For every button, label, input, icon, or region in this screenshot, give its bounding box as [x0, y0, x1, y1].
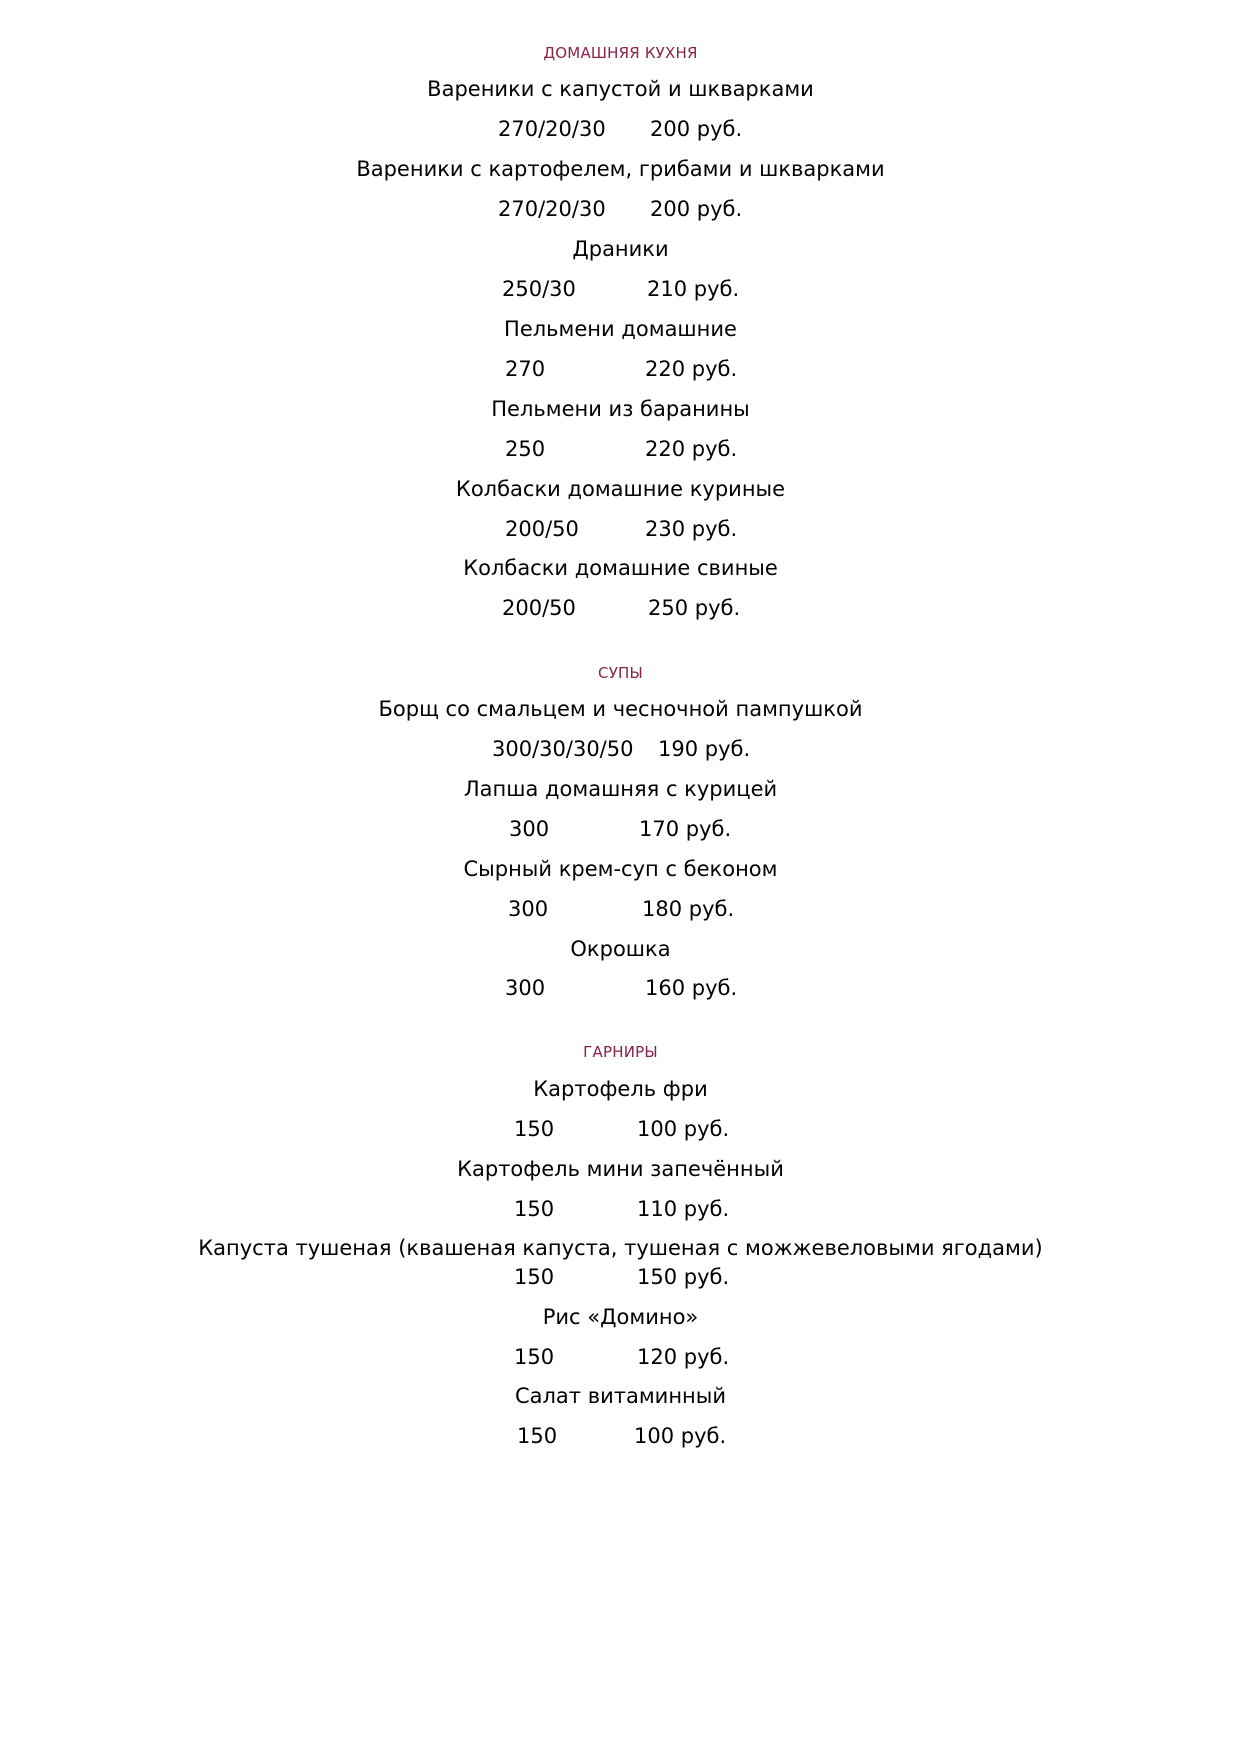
dish-weight: 150 [514, 1117, 555, 1141]
dish-name: Картофель фри [533, 1077, 708, 1101]
dish-weight: 300 [505, 976, 546, 1000]
dish-name: Вареники с капустой и шкварками [427, 77, 814, 101]
dish-weight: 200/50 [505, 517, 579, 541]
dish-price: 110 руб. [637, 1197, 730, 1221]
dish-price: 190 руб. [658, 737, 751, 761]
dish-price: 180 руб. [642, 897, 735, 921]
dish-weight: 270 [505, 357, 546, 381]
dish-price: 160 руб. [645, 976, 738, 1000]
section-heading-home-cuisine: ДОМАШНЯЯ КУХНЯ [543, 44, 698, 62]
dish-name: Лапша домашняя с курицей [463, 777, 778, 801]
dish-name: Колбаски домашние куриные [455, 477, 786, 501]
section-heading-soups: СУПЫ [598, 664, 643, 682]
dish-weight: 270/20/30 [498, 197, 606, 221]
dish-price: 220 руб. [645, 437, 738, 461]
dish-price: 100 руб. [637, 1117, 730, 1141]
dish-price: 150 руб. [637, 1265, 730, 1289]
dish-price: 100 руб. [634, 1424, 727, 1448]
section-heading-side-dishes: ГАРНИРЫ [583, 1043, 658, 1061]
dish-weight: 150 [514, 1197, 555, 1221]
dish-name: Борщ со смальцем и чесночной пампушкой [378, 697, 863, 721]
dish-name: Салат витаминный [514, 1384, 727, 1408]
dish-name: Драники [572, 237, 669, 261]
dish-weight: 200/50 [502, 596, 576, 620]
dish-price: 250 руб. [648, 596, 741, 620]
dish-weight: 250/30 [502, 277, 576, 301]
dish-price: 210 руб. [647, 277, 740, 301]
dish-price: 170 руб. [639, 817, 732, 841]
dish-price: 200 руб. [650, 197, 743, 221]
dish-price: 120 руб. [637, 1345, 730, 1369]
dish-weight: 270/20/30 [498, 117, 606, 141]
dish-name: Сырный крем-суп с беконом [463, 857, 778, 881]
dish-weight: 250 [505, 437, 546, 461]
dish-name: Рис «Домино» [542, 1305, 699, 1329]
dish-weight: 300/30/30/50 [492, 737, 634, 761]
dish-weight: 300 [509, 817, 550, 841]
dish-price: 200 руб. [650, 117, 743, 141]
dish-name: Пельмени домашние [504, 317, 737, 341]
dish-name: Окрошка [570, 937, 671, 961]
dish-price: 220 руб. [645, 357, 738, 381]
dish-name: Колбаски домашние свиные [463, 556, 778, 580]
dish-name: Пельмени из баранины [491, 397, 750, 421]
dish-weight: 150 [514, 1345, 555, 1369]
dish-weight: 150 [517, 1424, 558, 1448]
dish-price: 230 руб. [645, 517, 738, 541]
dish-name: Капуста тушеная (квашеная капуста, тушеная с можжевеловыми ягодами) [198, 1236, 1043, 1260]
dish-name: Вареники с картофелем, грибами и шкварками [356, 157, 885, 181]
dish-weight: 150 [514, 1265, 555, 1289]
dish-weight: 300 [508, 897, 549, 921]
dish-name: Картофель мини запечённый [457, 1157, 784, 1181]
